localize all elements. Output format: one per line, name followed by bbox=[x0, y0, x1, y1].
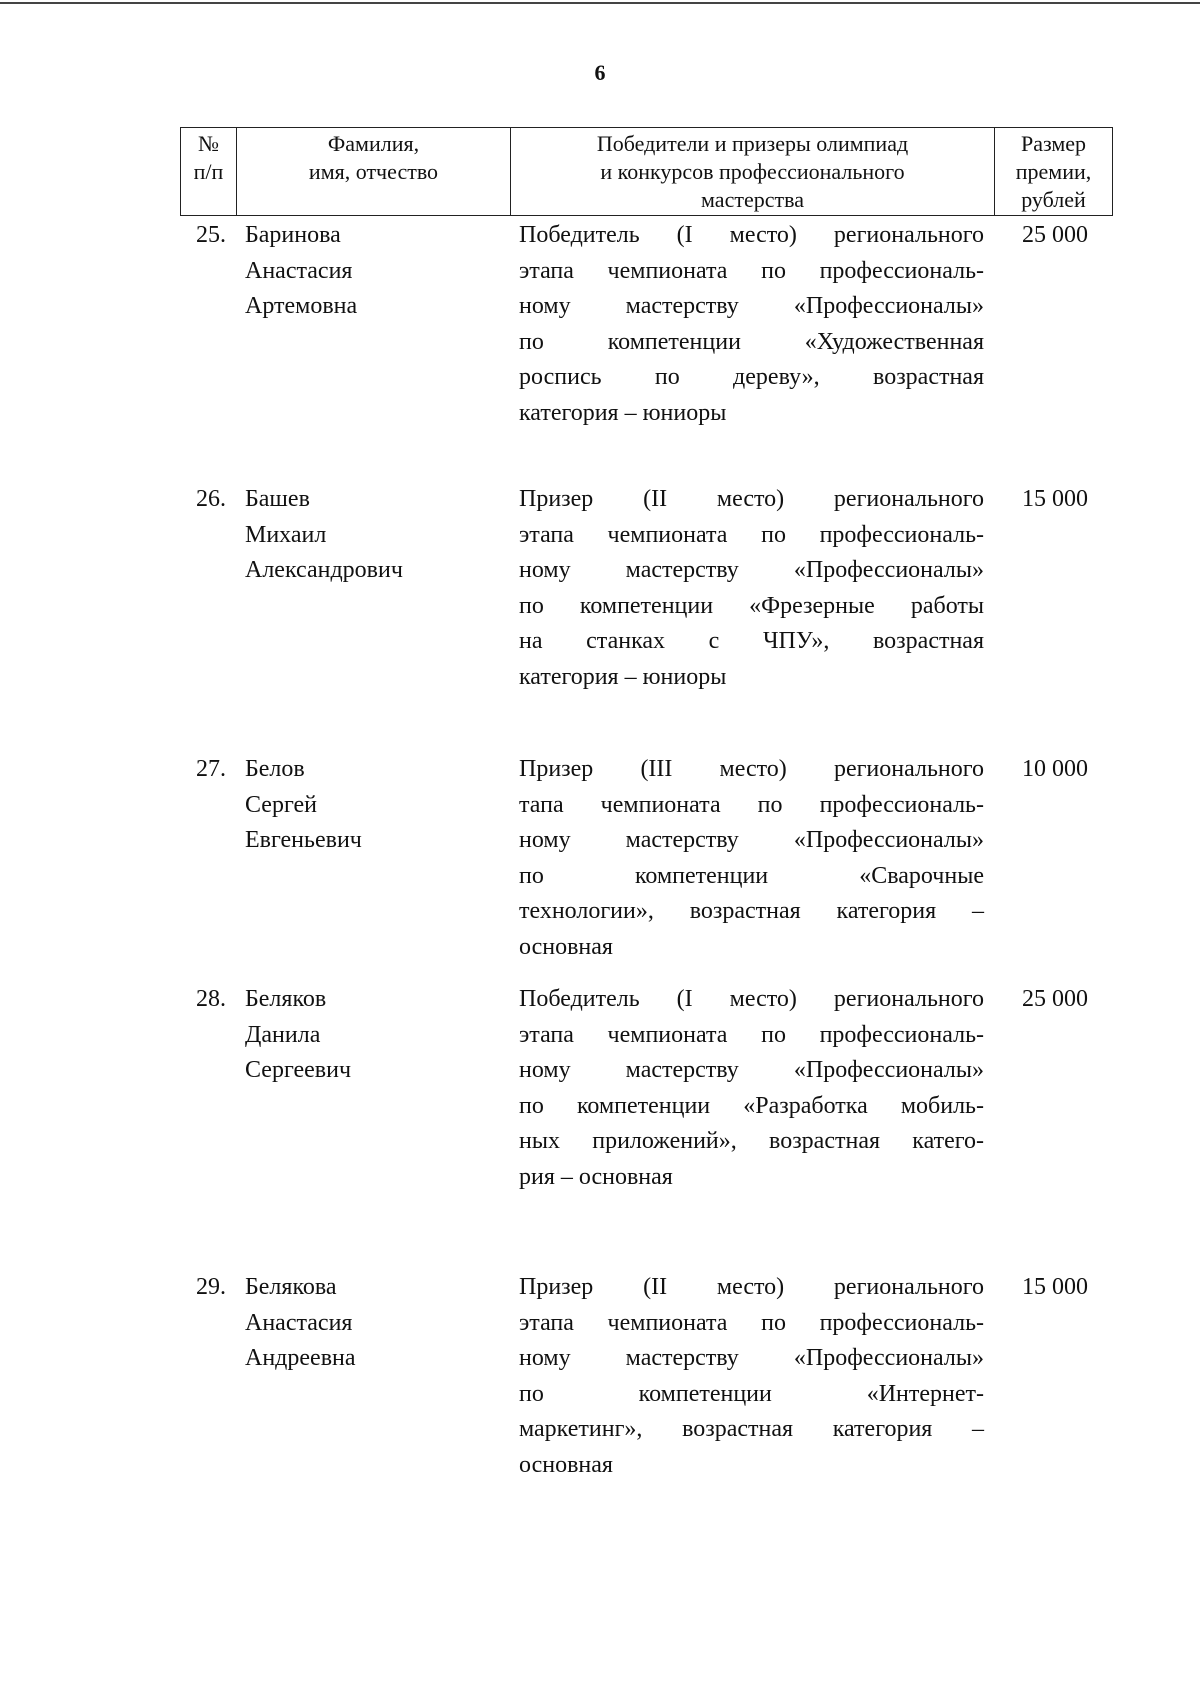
name-line: Анастасия bbox=[245, 257, 353, 284]
row-number: 26. bbox=[196, 486, 226, 512]
description-line: ному мастерству «Профессионалы» bbox=[519, 1345, 984, 1371]
description-line: технологии», возрастная категория – bbox=[519, 898, 984, 924]
row-number: 29. bbox=[196, 1274, 226, 1300]
description-line: на станках с ЧПУ», возрастная bbox=[519, 628, 984, 654]
description-line: роспись по дереву», возрастная bbox=[519, 364, 984, 390]
description-line: категория – юниоры bbox=[519, 663, 727, 690]
description-line: ному мастерству «Профессионалы» bbox=[519, 557, 984, 583]
name-line: Андреевна bbox=[245, 1345, 356, 1371]
description-line: этапа чемпионата по профессиональ- bbox=[519, 257, 984, 284]
row-number: 25. bbox=[196, 222, 226, 248]
description-line: ному мастерству «Профессионалы» bbox=[519, 827, 984, 853]
prize-amount: 25 000 bbox=[1022, 986, 1088, 1012]
header-num-line: п/п bbox=[193, 159, 224, 184]
row-number: 27. bbox=[196, 756, 226, 782]
description-line: по компетенции «Художественная bbox=[519, 328, 984, 355]
name-line: Белов bbox=[245, 756, 305, 782]
description-line: Призер (II место) регионального bbox=[519, 1274, 984, 1300]
header-description-line: и конкурсов профессионального bbox=[600, 159, 905, 184]
name-line: Беляков bbox=[245, 986, 327, 1012]
header-description-cell bbox=[511, 128, 995, 216]
person-name bbox=[245, 752, 495, 859]
description-line: ных приложений», возрастная катего- bbox=[519, 1128, 984, 1154]
prize-amount: 25 000 bbox=[1022, 222, 1088, 248]
achievement-description bbox=[519, 482, 984, 695]
name-line: Белякова bbox=[245, 1274, 337, 1300]
description-line: рия – основная bbox=[519, 1163, 673, 1190]
name-line: Михаил bbox=[245, 521, 327, 548]
description-line: тапа чемпионата по профессиональ- bbox=[519, 791, 984, 818]
achievement-description bbox=[519, 1270, 984, 1483]
description-line: Победитель (I место) регионального bbox=[519, 222, 984, 248]
name-line: Сергей bbox=[245, 791, 317, 818]
name-line: Евгеньевич bbox=[245, 827, 362, 853]
description-line: по компетенции «Фрезерные работы bbox=[519, 592, 984, 619]
name-line: Данила bbox=[245, 1021, 321, 1048]
description-line: Призер (III место) регионального bbox=[519, 756, 984, 782]
description-line: этапа чемпионата по профессиональ- bbox=[519, 1309, 984, 1336]
header-name-cell bbox=[237, 128, 511, 216]
header-amount-line: премии, bbox=[1015, 159, 1092, 184]
name-line: Анастасия bbox=[245, 1309, 353, 1336]
achievement-description bbox=[519, 218, 984, 431]
description-line: по компетенции «Разработка мобиль- bbox=[519, 1092, 984, 1119]
header-description-line: мастерства bbox=[701, 187, 804, 212]
page-number: 6 bbox=[594, 60, 606, 85]
description-line: Победитель (I место) регионального bbox=[519, 986, 984, 1012]
table-header bbox=[180, 127, 1113, 216]
person-name bbox=[245, 218, 495, 325]
prize-amount: 15 000 bbox=[1022, 1274, 1088, 1300]
person-name bbox=[245, 982, 495, 1089]
name-line: Баринова bbox=[245, 222, 341, 248]
header-amount-line: Размер bbox=[1020, 131, 1087, 156]
description-line: этапа чемпионата по профессиональ- bbox=[519, 1021, 984, 1048]
achievement-description bbox=[519, 752, 984, 965]
description-line: по компетенции «Сварочные bbox=[519, 862, 984, 889]
description-line: ному мастерству «Профессионалы» bbox=[519, 1057, 984, 1083]
header-num-line: № bbox=[198, 131, 219, 156]
description-line: категория – юниоры bbox=[519, 399, 727, 426]
name-line: Сергеевич bbox=[245, 1057, 352, 1083]
prize-amount: 15 000 bbox=[1022, 486, 1088, 512]
person-name bbox=[245, 1270, 495, 1377]
description-line: основная bbox=[519, 933, 613, 960]
name-line: Александрович bbox=[245, 557, 403, 583]
person-name bbox=[245, 482, 495, 589]
header-name-line: имя, отчество bbox=[308, 159, 439, 184]
header-name-line: Фамилия, bbox=[327, 131, 420, 156]
description-line: по компетенции «Интернет- bbox=[519, 1380, 984, 1407]
row-number: 28. bbox=[196, 986, 226, 1012]
achievement-description bbox=[519, 982, 984, 1195]
header-description-line: Победители и призеры олимпиад bbox=[596, 131, 909, 156]
description-line: ному мастерству «Профессионалы» bbox=[519, 293, 984, 319]
name-line: Артемовна bbox=[245, 293, 358, 319]
description-line: маркетинг», возрастная категория – bbox=[519, 1416, 984, 1442]
header-amount-line: рублей bbox=[1021, 187, 1086, 212]
top-border-line bbox=[0, 2, 1200, 4]
description-line: основная bbox=[519, 1451, 613, 1478]
header-amount-cell bbox=[995, 128, 1113, 216]
prize-amount: 10 000 bbox=[1022, 756, 1088, 782]
name-line: Башев bbox=[245, 486, 310, 512]
header-num-cell bbox=[181, 128, 237, 216]
description-line: этапа чемпионата по профессиональ- bbox=[519, 521, 984, 548]
description-line: Призер (II место) регионального bbox=[519, 486, 984, 512]
